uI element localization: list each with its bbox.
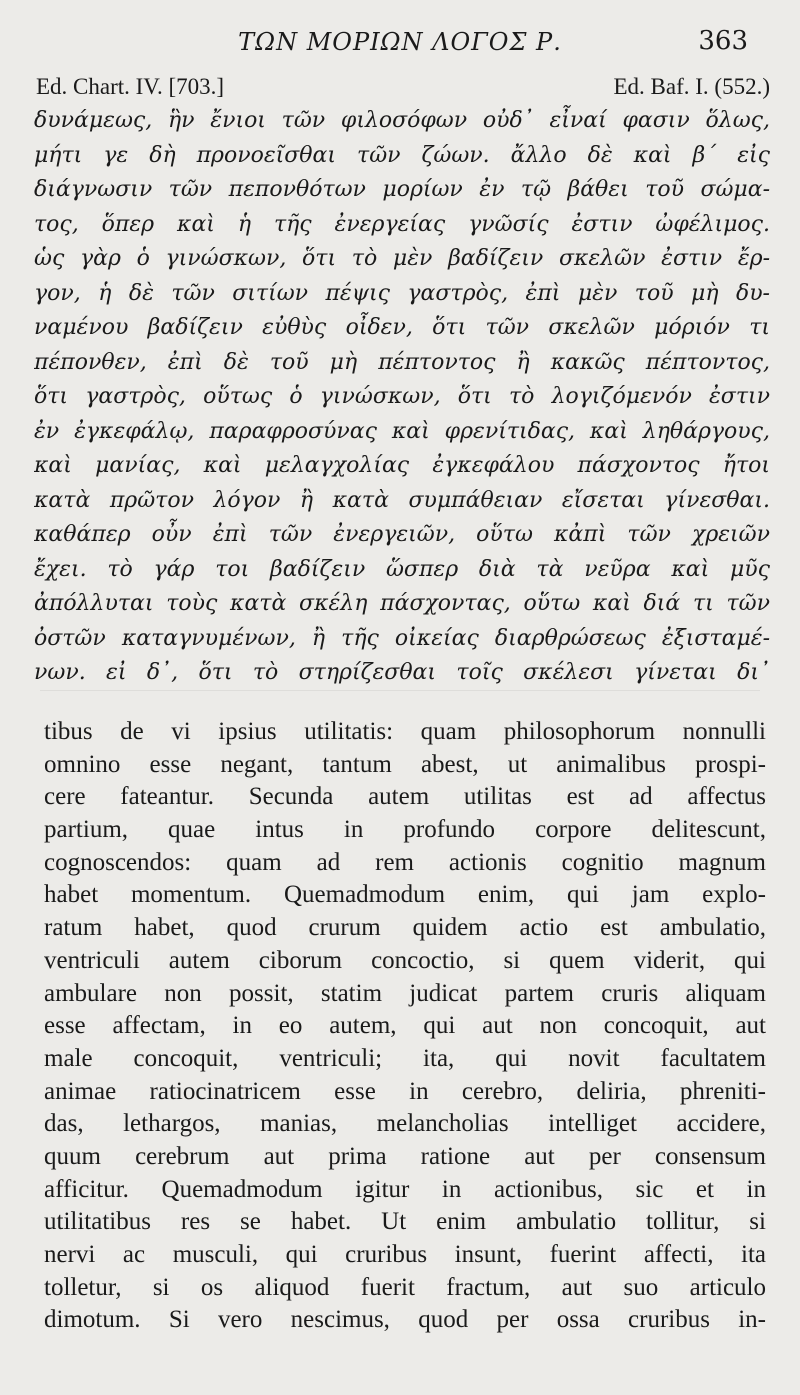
latin-text-line: utilitatibus res se habet. Ut enim ambulatio tollitur, si [44,1208,766,1236]
latin-text-line: afficitur. Quemadmodum igitur in actionibus, sic et in [44,1175,766,1203]
greek-text-line: πέπονθεν, ἐπὶ δὲ τοῦ μὴ πέπτοντος ἢ κακῶς πέπτοντος, [34,349,770,375]
greek-text-line: δυνάμεως, ἣν ἔνιοι τῶν φιλοσόφων οὐδ᾽ εἶναί φασιν ὅλως, [34,108,770,133]
latin-text-line: cognoscendos: quam ad rem actionis cognitio magnum [44,848,766,876]
latin-text-line: male concoquit, ventriculi; ita, qui novit facultatem [44,1044,766,1072]
greek-text-line: ἔχει. τὸ γάρ τοι βαδίζειν ὥσπερ διὰ τὰ νεῦρα καὶ μῦς [34,556,770,582]
greek-text-line: ναμένου βαδίζειν εὐθὺς οἶδεν, ὅτι τῶν σκελῶν μόριόν τι [34,315,770,340]
edition-references [36,74,770,104]
greek-text-line: κατὰ πρῶτον λόγον ἢ κατὰ συμπάθειαν εἴσεται γίνεσθαι. [34,487,770,513]
latin-text-line: tolletur, si os aliquod fuerit fractum, aut suo articulo [44,1273,766,1301]
latin-text-line: das, lethargos, manias, melancholias intelliget accidere, [44,1110,766,1138]
page-header [0,24,800,64]
greek-text-line: ὀστῶν καταγνυμένων, ἢ τῆς οἰκείας διαρθρώσεως ἐξισταμέ- [34,625,770,651]
latin-text-line: esse affectam, in eo autem, qui aut non concoquit, aut [44,1012,766,1040]
greek-text-line: διάγνωσιν τῶν πεπονθότων μορίων ἐν τῷ βάθει τοῦ σώμα- [34,177,770,202]
greek-text-line: ἀπόλλυται τοὺς κατὰ σκέλη πάσχοντας, οὕτω καὶ διά τι τῶν [34,591,770,616]
latin-text-line: partium, quae intus in profundo corpore delitescunt, [44,816,766,844]
latin-text-line: ventriculi autem ciborum concoctio, si quem viderit, qui [44,946,766,974]
greek-text-line: ὅτι γαστρὸς, οὕτως ὁ γινώσκων, ὅτι τὸ λογιζόμενόν ἐστιν [34,384,770,409]
edition-reference-chart: Ed. Chart. IV. [703.] [36,74,225,99]
greek-text-line: νων. εἰ δ᾽, ὅτι τὸ στηρίζεσθαι τοῖς σκέλεσι γίνεται δι᾽ [34,660,770,685]
latin-text-line: animae ratiocinatricem esse in cerebro, deliria, phreniti- [44,1077,766,1105]
latin-text-block [44,716,766,1337]
latin-text-line: dimotum. Si vero nescimus, quod per ossa cruribus in- [44,1306,766,1334]
greek-text-line: ὡς γὰρ ὁ γινώσκων, ὅτι τὸ μὲν βαδίζειν σκελῶν ἐστιν ἔρ- [34,246,770,271]
section-divider [40,690,760,691]
running-title: ΤΩΝ ΜΟΡΙΩΝ ΛΟΓΟΣ Ρ. [238,28,562,56]
greek-text-line: γον, ἡ δὲ τῶν σιτίων πέψις γαστρὸς, ἐπὶ μὲν τοῦ μὴ δυ- [34,280,770,306]
latin-text-line: nervi ac musculi, qui cruribus insunt, fuerint affecti, ita [44,1241,766,1268]
latin-text-line: ratum habet, quod crurum quidem actio est ambulatio, [44,914,766,942]
latin-text-line: tibus de vi ipsius utilitatis: quam philosophorum nonnulli [44,718,766,745]
greek-text-line: μήτι γε δὴ προνοεῖσθαι τῶν ζώων. ἄλλο δὲ καὶ β´ εἰς [34,142,770,168]
latin-text-line: cere fateantur. Secunda autem utilitas est ad affectus [44,783,766,811]
latin-text-line: omnino esse negant, tantum abest, ut animalibus prospi- [44,750,766,778]
greek-text-line: τος, ὅπερ καὶ ἡ τῆς ἐνεργείας γνῶσίς ἐστιν ὠφέλιμος. [34,211,770,237]
page-number: 363 [698,26,748,56]
greek-text-line: ἐν ἐγκεφάλῳ, παραφροσύνας καὶ φρενίτιδας, καὶ ληθάργους, [34,418,770,444]
latin-text-line: quum cerebrum aut prima ratione aut per consensum [44,1142,766,1170]
greek-text-block [34,104,770,691]
latin-text-line: ambulare non possit, statim judicat partem cruris aliquam [44,979,766,1007]
latin-text-line: habet momentum. Quemadmodum enim, qui jam explo- [44,881,766,909]
greek-text-line: καὶ μανίας, καὶ μελαγχολίας ἐγκεφάλου πάσχοντος ἤτοι [34,453,770,478]
edition-reference-basel: Ed. Baf. I. (552.) [613,74,770,99]
greek-text-line: καθάπερ οὖν ἐπὶ τῶν ἐνεργειῶν, οὕτω κἀπὶ τῶν χρειῶν [34,522,770,547]
